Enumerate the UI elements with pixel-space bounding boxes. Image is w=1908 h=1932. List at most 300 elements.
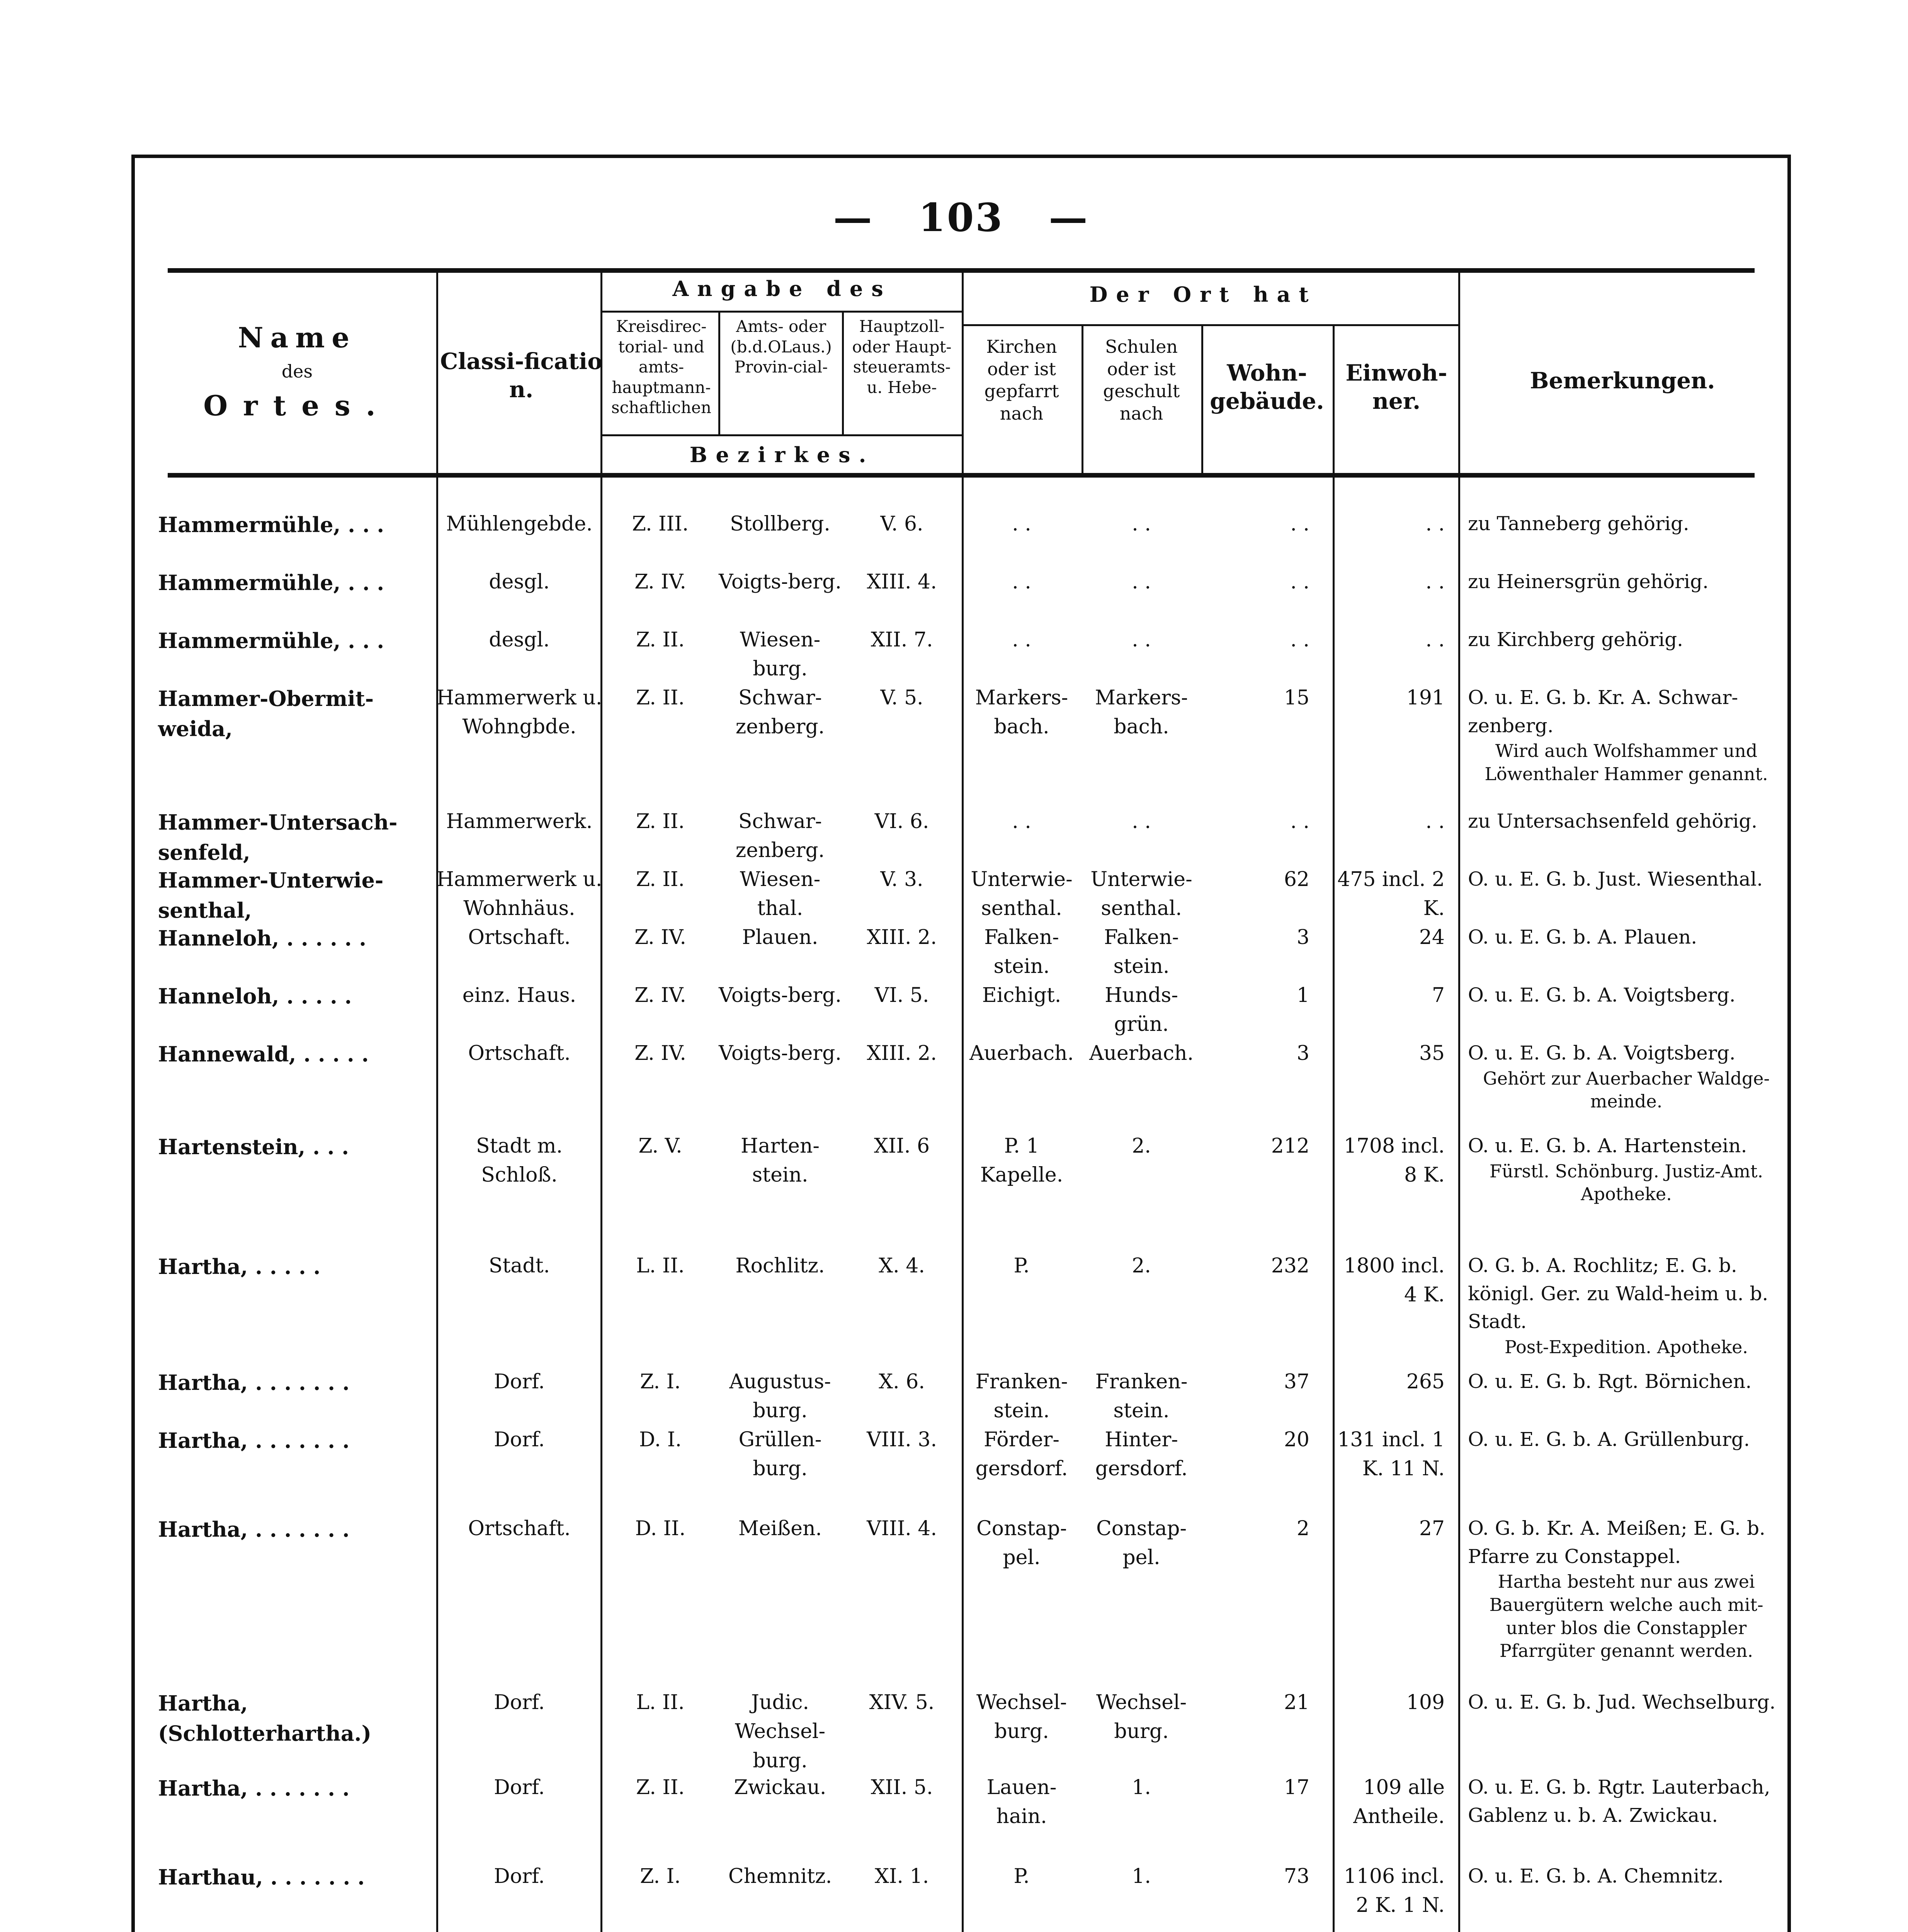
cell-haupt-text: XIII. 2. — [867, 1042, 937, 1065]
cell-bem — [1460, 568, 1785, 596]
cell-kreis — [602, 1367, 718, 1396]
cell-amt-text: Grüllen-burg. — [738, 1428, 822, 1481]
cell-amt — [718, 1773, 842, 1802]
cell-bem-text: zu Untersachsenfeld gehörig. — [1468, 810, 1758, 832]
cell-name — [158, 510, 444, 540]
cell-schul — [1082, 1862, 1201, 1891]
cell-bem — [1460, 981, 1785, 1009]
cell-kirch-text: . . — [1012, 570, 1031, 594]
cell-haupt — [842, 981, 962, 1010]
cell-kirch-text: Unterwie-senthal. — [971, 868, 1073, 920]
cell-haupt-text: VI. 6. — [874, 810, 929, 833]
cell-haupt-text: V. 3. — [880, 868, 923, 891]
cell-bem-text: O. u. E. G. b. A. Hartenstein. — [1468, 1134, 1747, 1157]
cell-kirch — [962, 981, 1082, 1010]
cell-schul-text: Franken-stein. — [1095, 1370, 1188, 1423]
cell-wohn-text: . . — [1290, 628, 1309, 651]
cell-wohn-text: 21 — [1284, 1691, 1309, 1714]
cell-class — [436, 981, 602, 1010]
angabe-underline — [600, 311, 962, 313]
cell-haupt — [842, 865, 962, 894]
cell-kirch — [962, 1773, 1082, 1832]
cell-haupt-text: XIII. 4. — [867, 570, 937, 594]
cell-wohn — [1201, 1367, 1333, 1396]
cell-kreis — [602, 1039, 718, 1068]
cell-name-text: Hammermühle, . . . — [158, 628, 384, 653]
cell-wohn — [1201, 1132, 1333, 1161]
cell-einw-text: 24 — [1419, 926, 1445, 949]
cell-kreis — [602, 1132, 718, 1161]
cell-bem-text: O. u. E. G. b. A. Chemnitz. — [1468, 1865, 1724, 1887]
cell-amt — [718, 865, 842, 923]
header-name-line1: Name — [238, 321, 357, 354]
cell-class — [436, 923, 602, 952]
cell-wohn — [1201, 1425, 1333, 1454]
cell-einw — [1333, 510, 1456, 539]
header-divider-amt — [842, 311, 844, 434]
cell-schul — [1082, 1132, 1201, 1161]
cell-kirch-text: Falken-stein. — [984, 926, 1059, 978]
cell-kirch — [962, 1252, 1082, 1281]
ort-hat-underline — [962, 324, 1460, 326]
cell-name-text: Hannewald, . . . . . — [158, 1042, 369, 1066]
cell-kirch-text: . . — [1012, 810, 1031, 833]
cell-kreis — [602, 510, 718, 539]
cell-haupt-text: V. 6. — [880, 512, 923, 536]
cell-kreis — [602, 1252, 718, 1281]
cell-kreis-text: Z. IV. — [634, 1042, 686, 1065]
cell-haupt-text: XII. 6 — [874, 1134, 930, 1158]
cell-schul — [1082, 626, 1201, 655]
cell-haupt — [842, 1039, 962, 1068]
cell-kirch — [962, 626, 1082, 655]
cell-class-text: Hammerwerk u. Wohngbde. — [436, 686, 602, 739]
header-kreis: Kreisdirec-torial- und amts-hauptmann-schaftlichen — [611, 317, 711, 417]
cell-bem-text: O. u. E. G. b. A. Voigtsberg. — [1468, 984, 1736, 1006]
cell-schul — [1082, 1773, 1201, 1802]
cell-name — [158, 807, 444, 868]
cell-amt — [718, 1367, 842, 1426]
cell-name-text: Hartenstein, . . . — [158, 1134, 349, 1159]
cell-einw-text: 1800 incl. 4 K. — [1343, 1254, 1445, 1307]
cell-schul-text: . . — [1132, 810, 1151, 833]
cell-einw — [1333, 807, 1456, 836]
cell-bem — [1460, 1425, 1785, 1454]
cell-kirch-text: . . — [1012, 628, 1031, 651]
cell-kirch — [962, 1039, 1082, 1068]
cell-kreis-text: Z. IV. — [634, 984, 686, 1007]
cell-amt — [718, 807, 842, 866]
cell-kreis — [602, 1773, 718, 1802]
cell-amt — [718, 1425, 842, 1484]
cell-name-text: Hammermühle, . . . — [158, 512, 384, 537]
cell-amt-text: Harten-stein. — [741, 1134, 820, 1187]
header-rule-bottom — [168, 473, 1755, 478]
cell-amt — [718, 510, 842, 539]
cell-name-text: Hartha, . . . . . . . — [158, 1370, 350, 1395]
header-bezirkes: Bezirkes. — [689, 442, 875, 467]
cell-einw-text: 35 — [1419, 1042, 1445, 1065]
left-dash: — — [833, 195, 874, 240]
cell-haupt — [842, 1688, 962, 1717]
cell-amt — [718, 1132, 842, 1190]
cell-class-text: Stadt m. Schloß. — [476, 1134, 563, 1187]
cell-bem — [1460, 1688, 1785, 1716]
cell-amt-text: Wiesen-thal. — [740, 868, 821, 920]
cell-wohn — [1201, 510, 1333, 539]
cell-bem — [1460, 684, 1785, 786]
cell-haupt — [842, 684, 962, 713]
cell-kirch — [962, 1688, 1082, 1747]
cell-wohn-text: 17 — [1284, 1776, 1309, 1799]
cell-bem — [1460, 807, 1785, 835]
cell-haupt — [842, 568, 962, 597]
cell-bem — [1460, 1514, 1785, 1663]
cell-kirch — [962, 1367, 1082, 1426]
cell-wohn — [1201, 865, 1333, 894]
cell-bem-text: O. u. E. G. b. A. Voigtsberg. — [1468, 1042, 1736, 1064]
cell-class-text: Ortschaft. — [468, 1042, 571, 1065]
cell-bem-text: zu Heinersgrün gehörig. — [1468, 570, 1709, 593]
cell-einw — [1333, 923, 1456, 952]
cell-kreis-text: Z. III. — [632, 512, 689, 536]
cell-amt-text: Schwar-zenberg. — [735, 686, 825, 739]
cell-haupt-text: XIII. 2. — [867, 926, 937, 949]
cell-kreis — [602, 923, 718, 952]
cell-schul — [1082, 510, 1201, 539]
cell-schul-text: . . — [1132, 628, 1151, 651]
cell-class-text: Dorf. — [494, 1776, 545, 1799]
cell-kreis — [602, 865, 718, 894]
cell-wohn-text: 37 — [1284, 1370, 1309, 1393]
cell-schul — [1082, 1514, 1201, 1573]
cell-schul — [1082, 923, 1201, 981]
cell-wohn — [1201, 568, 1333, 597]
cell-wohn-text: 62 — [1284, 868, 1309, 891]
cell-kirch — [962, 510, 1082, 539]
cell-bem-text: O. u. E. G. b. A. Grüllenburg. — [1468, 1428, 1750, 1451]
cell-haupt-text: XII. 5. — [871, 1776, 933, 1799]
cell-name — [158, 1862, 444, 1892]
cell-name-text: Hammer-Obermit-weida, — [158, 686, 374, 742]
cell-haupt — [842, 923, 962, 952]
cell-class-text: Stadt. — [488, 1254, 550, 1277]
cell-haupt — [842, 1132, 962, 1161]
cell-bem — [1460, 1132, 1785, 1206]
cell-wohn — [1201, 1862, 1333, 1891]
cell-schul — [1082, 1367, 1201, 1426]
cell-haupt — [842, 1252, 962, 1281]
cell-kirch — [962, 1514, 1082, 1573]
cell-name — [158, 923, 444, 953]
cell-haupt — [842, 1514, 962, 1543]
cell-kirch-text: Eichigt. — [982, 984, 1061, 1007]
header-schulen: Schulen oder ist geschult nach — [1103, 336, 1180, 424]
cell-haupt-text: XII. 7. — [871, 628, 933, 651]
cell-kirch-text: Lauen-hain. — [986, 1776, 1057, 1828]
cell-bem — [1460, 1039, 1785, 1113]
page-number-value: 103 — [918, 195, 1004, 240]
cell-schul — [1082, 1252, 1201, 1281]
cell-amt-text: Plauen. — [742, 926, 818, 949]
cell-haupt-text: XI. 1. — [874, 1865, 929, 1888]
cell-class-text: Dorf. — [494, 1691, 545, 1714]
cell-schul-text: Constap-pel. — [1096, 1517, 1187, 1570]
cell-bem-text: zu Kirchberg gehörig. — [1468, 628, 1683, 651]
cell-kirch-text: P. 1 Kapelle. — [980, 1134, 1063, 1187]
cell-class-text: desgl. — [489, 570, 550, 594]
cell-schul-text: Hinter-gersdorf. — [1095, 1428, 1188, 1481]
cell-wohn — [1201, 981, 1333, 1010]
cell-class-text: Hammerwerk. — [446, 810, 593, 833]
header-einw: Einwoh-ner. — [1345, 360, 1447, 414]
cell-einw — [1333, 981, 1456, 1010]
cell-wohn — [1201, 807, 1333, 836]
cell-name — [158, 1425, 444, 1456]
cell-schul-text: Auerbach. — [1089, 1042, 1194, 1065]
cell-kirch-text: Wechsel-burg. — [976, 1691, 1067, 1743]
cell-wohn — [1201, 1252, 1333, 1281]
cell-name-text: Harthau, . . . . . . . — [158, 1865, 365, 1889]
cell-class-text: Dorf. — [494, 1865, 545, 1888]
cell-kirch-text: Auerbach. — [969, 1042, 1074, 1065]
cell-name — [158, 1367, 444, 1398]
cell-bem — [1460, 1862, 1785, 1890]
cell-class-text: Ortschaft. — [468, 1517, 571, 1540]
cell-wohn — [1201, 1688, 1333, 1717]
cell-wohn-text: 20 — [1284, 1428, 1309, 1451]
cell-haupt-text: VIII. 3. — [867, 1428, 937, 1451]
cell-einw — [1333, 568, 1456, 597]
cell-amt — [718, 923, 842, 952]
cell-amt — [718, 1252, 842, 1281]
cell-amt-text: Chemnitz. — [728, 1865, 832, 1888]
cell-kreis-text: Z. I. — [640, 1370, 681, 1393]
cell-name — [158, 1514, 444, 1544]
cell-schul — [1082, 981, 1201, 1039]
cell-class-text: Dorf. — [494, 1370, 545, 1393]
header-angabe: Angabe des — [672, 276, 892, 301]
cell-einw — [1333, 1252, 1456, 1310]
cell-name — [158, 865, 444, 926]
cell-kirch — [962, 865, 1082, 923]
cell-name-text: Hammer-Untersach-senfeld, — [158, 810, 398, 865]
cell-einw — [1333, 1514, 1456, 1543]
cell-einw — [1333, 684, 1456, 713]
cell-haupt-text: V. 5. — [880, 686, 923, 709]
cell-kreis — [602, 1862, 718, 1891]
header-divider-schulen — [1201, 324, 1203, 473]
cell-name — [158, 1039, 444, 1069]
header-name — [158, 320, 436, 423]
header-divider-kreis — [718, 311, 720, 434]
cell-haupt — [842, 1773, 962, 1802]
cell-bem — [1460, 510, 1785, 538]
cell-kirch — [962, 568, 1082, 597]
cell-class-text: Mühlengebde. — [446, 512, 593, 536]
cell-class — [436, 1132, 602, 1190]
cell-class — [436, 1862, 602, 1891]
page-frame — [131, 155, 1791, 1932]
cell-schul-text: 1. — [1132, 1776, 1151, 1799]
cell-kirch-text: P. — [1014, 1865, 1030, 1888]
cell-amt — [718, 1862, 842, 1891]
cell-class — [436, 568, 602, 597]
header-classification: Classi-fication. — [440, 348, 602, 403]
cell-wohn-text: 232 — [1271, 1254, 1309, 1277]
cell-name-text: Hartha, . . . . . — [158, 1254, 321, 1279]
cell-einw-text: 131 incl. 1 K. 11 N. — [1337, 1428, 1445, 1481]
cell-kreis-text: Z. V. — [638, 1134, 682, 1158]
cell-kreis — [602, 981, 718, 1010]
cell-einw-text: 265 — [1406, 1370, 1445, 1393]
cell-einw-text: 27 — [1419, 1517, 1445, 1540]
cell-kreis — [602, 684, 718, 713]
cell-bem-text: O. u. E. G. b. Jud. Wechselburg. — [1468, 1691, 1776, 1713]
cell-wohn-text: 3 — [1296, 1042, 1309, 1065]
cell-name-text: Hammermühle, . . . — [158, 570, 384, 595]
cell-kreis-text: Z. II. — [636, 628, 685, 651]
cell-note-text: Fürstl. Schönburg. Justiz-Amt. Apotheke. — [1489, 1160, 1763, 1205]
cell-name — [158, 1688, 444, 1749]
cell-wohn — [1201, 1773, 1333, 1802]
cell-kreis-text: L. II. — [636, 1254, 685, 1277]
cell-amt-text: Schwar-zenberg. — [735, 810, 825, 862]
cell-kreis — [602, 626, 718, 655]
header-haupt: Hauptzoll- oder Haupt-steueramts- u. Hebe- — [852, 317, 952, 397]
cell-schul-text: 1. — [1132, 1865, 1151, 1888]
cell-amt — [718, 981, 842, 1010]
cell-class-text: desgl. — [489, 628, 550, 651]
cell-schul — [1082, 865, 1201, 923]
cell-wohn-text: 15 — [1284, 686, 1309, 709]
cell-einw-text: 1106 incl. 2 K. 1 N. — [1343, 1865, 1445, 1917]
cell-haupt — [842, 1367, 962, 1396]
cell-schul-text: 2. — [1132, 1254, 1151, 1277]
cell-kirch-text: Franken-stein. — [975, 1370, 1068, 1423]
cell-einw-text: 109 alle Antheile. — [1353, 1776, 1445, 1828]
right-dash: — — [1049, 195, 1089, 240]
cell-schul-text: Hunds-grün. — [1105, 984, 1178, 1036]
cell-amt-text: Stollberg. — [730, 512, 830, 536]
cell-class — [436, 1367, 602, 1396]
cell-name-text: Hanneloh, . . . . . — [158, 984, 352, 1009]
cell-einw — [1333, 1773, 1456, 1832]
cell-class — [436, 1773, 602, 1802]
cell-haupt — [842, 807, 962, 836]
cell-schul — [1082, 807, 1201, 836]
cell-haupt-text: XIV. 5. — [869, 1691, 935, 1714]
cell-kirch — [962, 1862, 1082, 1891]
cell-name — [158, 1132, 444, 1162]
cell-einw-text: 1708 incl. 8 K. — [1343, 1134, 1445, 1187]
cell-bem — [1460, 1773, 1785, 1829]
page-number — [135, 195, 1787, 240]
cell-amt-text: Judic. Wechsel-burg. — [735, 1691, 826, 1772]
cell-class — [436, 807, 602, 836]
cell-einw-text: 191 — [1406, 686, 1445, 709]
cell-bem — [1460, 1252, 1785, 1359]
cell-name — [158, 684, 444, 744]
cell-haupt — [842, 626, 962, 655]
header-name-line3: Ortes. — [203, 389, 391, 422]
cell-kreis-text: Z. II. — [636, 868, 685, 891]
cell-name-text: Hartha, (Schlotterhartha.) — [158, 1691, 372, 1746]
cell-einw — [1333, 865, 1456, 923]
cell-kreis-text: Z. I. — [640, 1865, 681, 1888]
cell-kirch — [962, 1425, 1082, 1484]
cell-name — [158, 981, 444, 1011]
cell-kirch — [962, 1132, 1082, 1190]
cell-name-text: Hartha, . . . . . . . — [158, 1428, 350, 1453]
header-bemerkungen: Bemerkungen. — [1530, 367, 1715, 394]
cell-name — [158, 1252, 444, 1282]
cell-class — [436, 626, 602, 655]
cell-bem-text: O. u. E. G. b. Rgtr. Lauterbach, Gablenz u. b. A. Zwickau. — [1468, 1776, 1770, 1827]
cell-note-text: Gehört zur Auerbacher Waldge-meinde. — [1483, 1068, 1770, 1112]
cell-class — [436, 865, 602, 923]
cell-wohn-text: . . — [1290, 570, 1309, 594]
cell-kreis — [602, 807, 718, 836]
cell-amt-text: Meißen. — [738, 1517, 822, 1540]
cell-haupt — [842, 1425, 962, 1454]
cell-class — [436, 1688, 602, 1717]
cell-einw-text: . . — [1425, 570, 1445, 594]
cell-wohn — [1201, 626, 1333, 655]
cell-amt-text: Rochlitz. — [735, 1254, 825, 1277]
cell-kreis-text: Z. IV. — [634, 926, 686, 949]
cell-kreis-text: Z. II. — [636, 810, 685, 833]
cell-name-text: Hartha, . . . . . . . — [158, 1776, 350, 1801]
cell-wohn — [1201, 923, 1333, 952]
header-amt: Amts- oder (b.d.OLaus.) Provin-cial- — [730, 317, 832, 376]
cell-amt-text: Voigts-berg. — [719, 1042, 842, 1065]
cell-name — [158, 626, 444, 656]
cell-wohn-text: . . — [1290, 810, 1309, 833]
cell-amt-text: Voigts-berg. — [719, 570, 842, 594]
cell-schul-text: . . — [1132, 570, 1151, 594]
cell-bem-text: O. u. E. G. b. Kr. A. Schwar-zenberg. — [1468, 686, 1738, 737]
cell-class-text: einz. Haus. — [462, 984, 576, 1007]
cell-einw-text: 109 — [1406, 1691, 1445, 1714]
cell-haupt-text: X. 4. — [879, 1254, 925, 1277]
cell-schul — [1082, 684, 1201, 742]
cell-class — [436, 1425, 602, 1454]
cell-wohn — [1201, 684, 1333, 713]
cell-amt — [718, 568, 842, 597]
cell-name — [158, 1773, 444, 1803]
cell-kreis-text: Z. IV. — [634, 570, 686, 594]
header-rule-top — [168, 268, 1755, 273]
cell-name-text: Hammer-Unterwie-senthal, — [158, 868, 384, 923]
cell-bem-text: O. u. E. G. b. A. Plauen. — [1468, 926, 1697, 948]
cell-bem-text: zu Tanneberg gehörig. — [1468, 512, 1689, 535]
cell-schul-text: Markers-bach. — [1095, 686, 1188, 739]
cell-kirch-text: Markers-bach. — [975, 686, 1068, 739]
cell-kirch — [962, 923, 1082, 981]
cell-class — [436, 1514, 602, 1543]
cell-wohn-text: 1 — [1296, 984, 1309, 1007]
cell-class — [436, 1252, 602, 1281]
bezirkes-overline — [600, 434, 962, 436]
cell-class — [436, 1039, 602, 1068]
cell-kirch-text: P. — [1014, 1254, 1030, 1277]
cell-wohn-text: 2 — [1296, 1517, 1309, 1540]
cell-schul — [1082, 568, 1201, 597]
cell-einw-text: . . — [1425, 512, 1445, 536]
cell-kreis — [602, 1514, 718, 1543]
cell-wohn-text: 3 — [1296, 926, 1309, 949]
